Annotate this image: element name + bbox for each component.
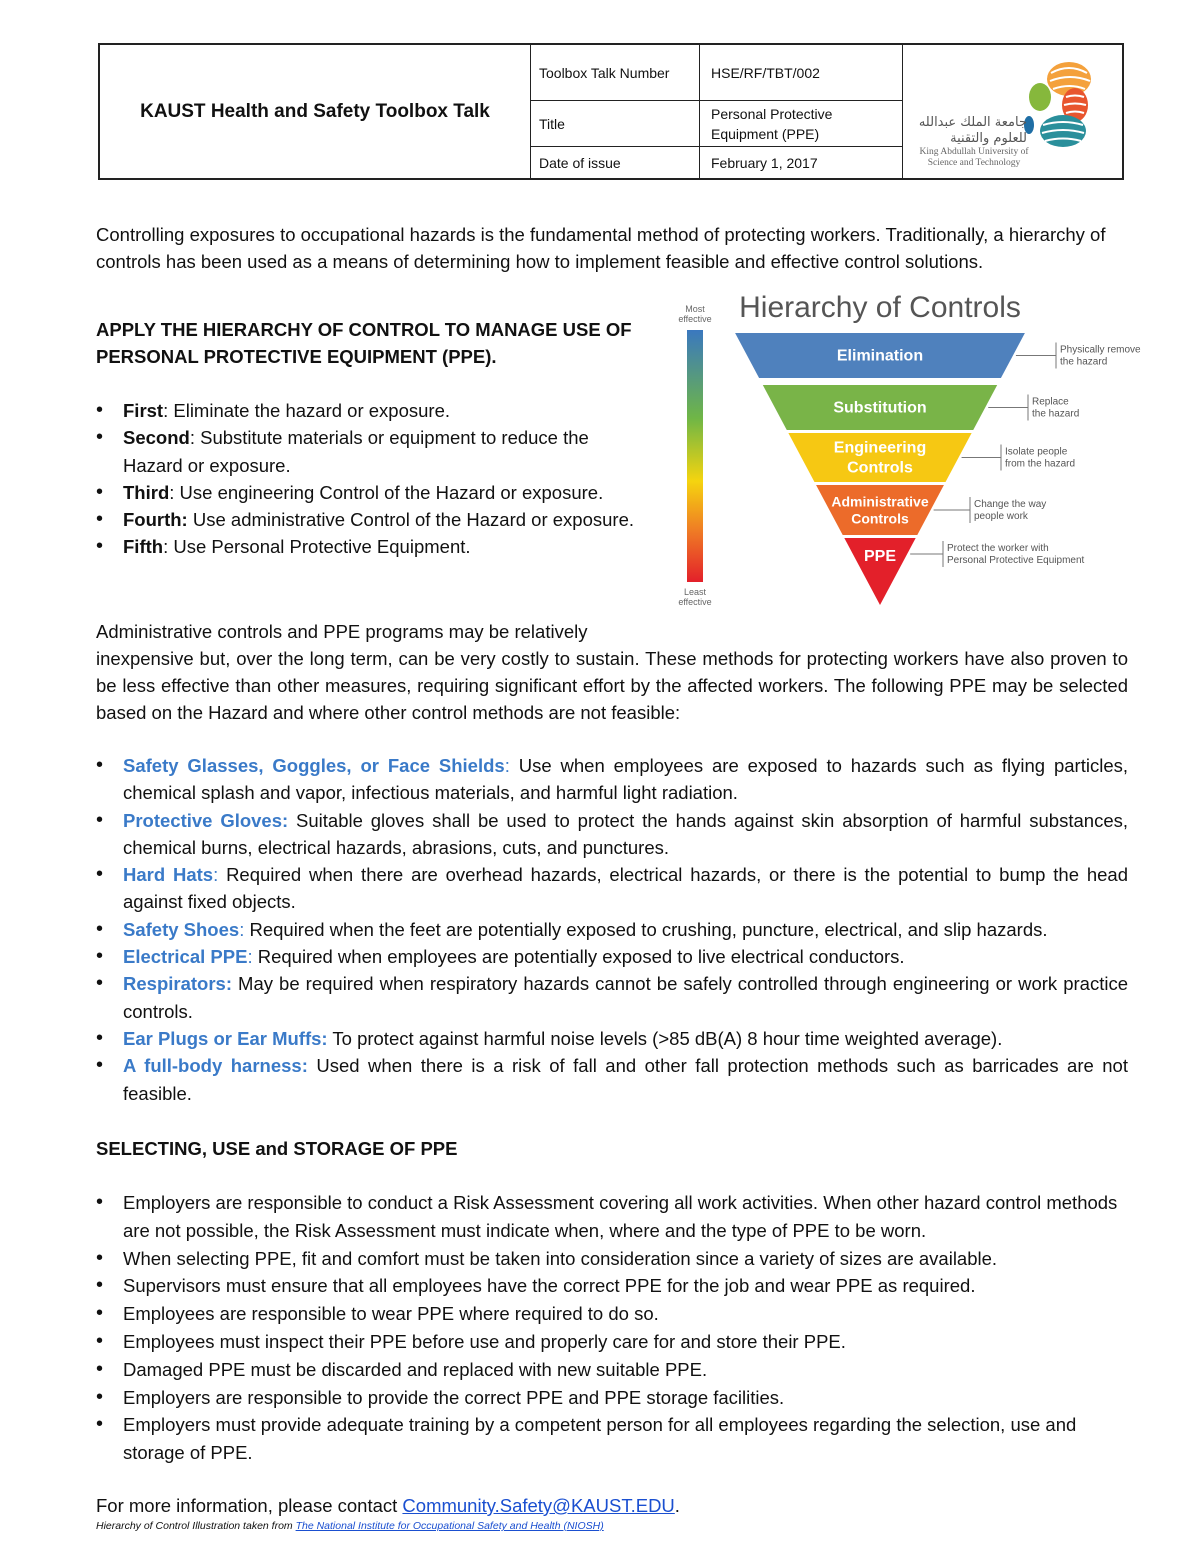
selecting-item-text: Employers are responsible to conduct a Risk Assessment covering all work activities. When other hazard control methods are not possible, the Risk Assessment must indicate when, where and the type of PPE to be worn. — [123, 1192, 1118, 1241]
step-item-term: Fifth — [123, 536, 164, 558]
apply-heading: APPLY THE HIERARCHY OF CONTROL TO MANAGE USE OF PERSONAL PROTECTIVE EQUIPMENT (PPE). — [96, 319, 632, 367]
ppe-item — [96, 970, 1128, 1025]
ppe-item-term: Safety Shoes — [123, 918, 240, 940]
effectiveness-gradient-bar — [687, 330, 703, 582]
least-effective-label: Least effective — [678, 587, 712, 607]
step-item — [96, 479, 646, 506]
step-item-separator: : — [169, 481, 175, 503]
step-item-separator: : — [163, 536, 169, 558]
step-item — [96, 506, 646, 533]
ppe-item — [96, 861, 1128, 916]
hierarchy-of-controls-graphic — [660, 285, 1160, 615]
hierarchy-level-note: Physically remove the hazard — [1060, 344, 1141, 368]
selecting-item-text: Supervisors must ensure that all employees have the correct PPE for the job and wear PPE as required. — [123, 1275, 976, 1297]
ppe-item-term: Safety Glasses, Goggles, or Face Shields — [123, 755, 505, 776]
header-row-number — [530, 45, 902, 101]
selecting-heading: SELECTING, USE and STORAGE OF PPE — [96, 1138, 458, 1159]
intro-paragraph: Controlling exposures to occupational hazards is the fundamental method of protecting workers. Traditionally, a hierarchy of controls has been used as a means of determining how to implement feasible and effective control solutions. — [96, 224, 1106, 272]
selecting-item — [96, 1300, 1128, 1328]
header-row-title — [530, 101, 902, 147]
hierarchy-level-note: Change the way people work — [974, 499, 1047, 522]
header-value: HSE/RF/TBT/002 — [711, 64, 820, 81]
hierarchy-title: Hierarchy of Controls — [739, 291, 1021, 324]
admin-paragraph: inexpensive but, over the long term, can be very costly to sustain. These methods for protecting workers have also proven to be less effective than other measures, requiring significant effort by the affected workers. The following PPE may be selected based on the Hazard and where other control methods are not feasible: — [96, 648, 1128, 723]
ppe-item-text: Required when the feet are potentially exposed to crushing, puncture, electrical, and slip hazards. — [244, 918, 1048, 940]
footnote — [96, 1520, 604, 1532]
ppe-item-term: Respirators: — [123, 973, 232, 995]
hierarchy-level-note: Isolate people from the hazard — [1005, 446, 1076, 470]
step-item-text: Substitute materials or equipment to reduce the Hazard or exposure. — [123, 427, 589, 476]
ppe-item-separator: : — [213, 864, 219, 886]
ppe-item-term: A full-body harness: — [123, 1055, 308, 1077]
ppe-item-separator: : — [247, 946, 253, 968]
selecting-item-text: Employees are responsible to wear PPE where required to do so. — [123, 1303, 659, 1325]
ppe-item-term: Ear Plugs or Ear Muffs: — [123, 1027, 328, 1049]
steps-list — [96, 397, 646, 561]
selecting-item-text: Employers are responsible to provide the correct PPE and PPE storage facilities. — [123, 1386, 785, 1408]
selecting-item — [96, 1411, 1128, 1467]
hierarchy-level-label: PPE — [863, 548, 897, 565]
step-item-term: First — [123, 400, 164, 421]
selecting-item-text: Damaged PPE must be discarded and replaced with new suitable PPE. — [123, 1358, 708, 1380]
step-item-separator: : — [189, 427, 195, 449]
header-label: Title — [530, 101, 700, 146]
ppe-item-text: Required when employees are potentially exposed to live electrical conductors. — [252, 946, 905, 968]
header-label: Date of issue — [530, 147, 700, 178]
ppe-item — [96, 943, 1128, 970]
hierarchy-level-label: Elimination — [836, 347, 924, 365]
ppe-item-term: Hard Hats — [123, 864, 214, 886]
niosh-link[interactable]: The National Institute for Occupational Safety and Health (NIOSH) — [295, 1520, 604, 1532]
kaust-logo — [902, 45, 1125, 178]
logo-english-name — [909, 147, 1039, 169]
step-item-separator: : — [163, 400, 169, 421]
step-item-term: Third — [123, 481, 170, 503]
ppe-item — [96, 752, 1128, 807]
step-item-term: Second — [123, 427, 190, 449]
ppe-item-text: Required when there are overhead hazards, electrical hazards, or there is the potential to bump the head against fixed objects. — [123, 864, 1128, 913]
ppe-item-text: Use when employees are exposed to hazards such as flying particles, chemical splash and vapor, infectious materials, and harmful light radiation. — [123, 755, 1128, 804]
contact-line — [96, 1492, 1128, 1519]
ppe-item-term: Electrical PPE — [123, 946, 248, 968]
selecting-item — [96, 1189, 1128, 1245]
header-row-date — [530, 147, 902, 178]
ppe-item — [96, 916, 1128, 943]
step-item-text: Eliminate the hazard or exposure. — [168, 400, 450, 421]
step-item — [96, 533, 646, 560]
contact-email-link[interactable]: Community.Safety@KAUST.EDU — [402, 1495, 675, 1516]
header-table — [98, 43, 1124, 180]
logo-arabic-name: جامعة الملك عبدالله للعلوم والتقنية — [918, 115, 1027, 146]
selecting-list — [96, 1189, 1128, 1467]
selecting-item — [96, 1356, 1128, 1384]
step-item — [96, 424, 646, 479]
contact-prefix: For more information, please contact — [96, 1495, 403, 1516]
ppe-item — [96, 1025, 1128, 1052]
ppe-item-text: May be required when respiratory hazards cannot be safely controlled through engineering or work practice controls. — [123, 973, 1128, 1022]
selecting-item-text: Employees must inspect their PPE before use and properly care for and store their PPE. — [123, 1330, 846, 1352]
header-label: Toolbox Talk Number — [530, 45, 700, 100]
header-value: Personal Protective Equipment (PPE) — [711, 105, 833, 142]
selecting-item — [96, 1245, 1128, 1273]
selecting-item — [96, 1384, 1128, 1412]
logo-english-line: King Abdullah University of — [919, 147, 1029, 157]
step-item-term: Fourth: — [123, 509, 188, 531]
logo-english-line: Science and Technology — [927, 158, 1021, 168]
ppe-list — [96, 752, 1128, 1107]
most-effective-label: Most effective — [678, 304, 712, 324]
step-item-text: Use engineering Control of the Hazard or exposure. — [174, 481, 604, 503]
step-item-text: Use administrative Control of the Hazard or exposure. — [187, 509, 634, 531]
ppe-item-text: Used when there is a risk of fall and other fall protection methods such as barricades are not feasible. — [123, 1055, 1128, 1104]
ppe-item-separator: : — [239, 918, 245, 940]
selecting-item — [96, 1272, 1128, 1300]
selecting-item — [96, 1328, 1128, 1356]
hierarchy-level-label: Engineering Controls — [833, 439, 927, 477]
document-title: KAUST Health and Safety Toolbox Talk — [100, 45, 531, 178]
ppe-item-separator: : — [504, 755, 510, 776]
ppe-item-text: To protect against harmful noise levels (>85 dB(A) 8 hour time weighted average). — [327, 1027, 1003, 1049]
admin-paragraph-line1: Administrative controls and PPE programs may be relatively — [96, 621, 588, 642]
ppe-item-term: Protective Gloves: — [123, 809, 289, 831]
contact-suffix: . — [674, 1495, 680, 1516]
hierarchy-level-label: Administrative Controls — [831, 493, 929, 527]
selecting-item-text: When selecting PPE, fit and comfort must be taken into consideration since a variety of sizes are available. — [123, 1247, 998, 1269]
footnote-prefix: Hierarchy of Control Illustration taken from — [96, 1520, 296, 1532]
ppe-item — [96, 1052, 1128, 1107]
step-item-text: Use Personal Protective Equipment. — [168, 536, 471, 558]
hierarchy-level-label: Substitution — [833, 399, 927, 417]
header-value: February 1, 2017 — [711, 154, 818, 171]
selecting-item-text: Employers must provide adequate training by a competent person for all employees regarding the selection, use and storage of PPE. — [123, 1414, 1077, 1464]
hierarchy-level-note: Replace the hazard — [1032, 396, 1080, 420]
step-item — [96, 397, 646, 424]
ppe-item-text: Suitable gloves shall be used to protect the hands against skin absorption of harmful substances, chemical burns, electrical hazards, abrasions, cuts, and punctures. — [123, 809, 1128, 858]
hierarchy-level-note: Protect the worker with Personal Protective Equipment — [947, 543, 1085, 566]
header-info-grid — [530, 45, 902, 178]
ppe-item — [96, 807, 1128, 862]
